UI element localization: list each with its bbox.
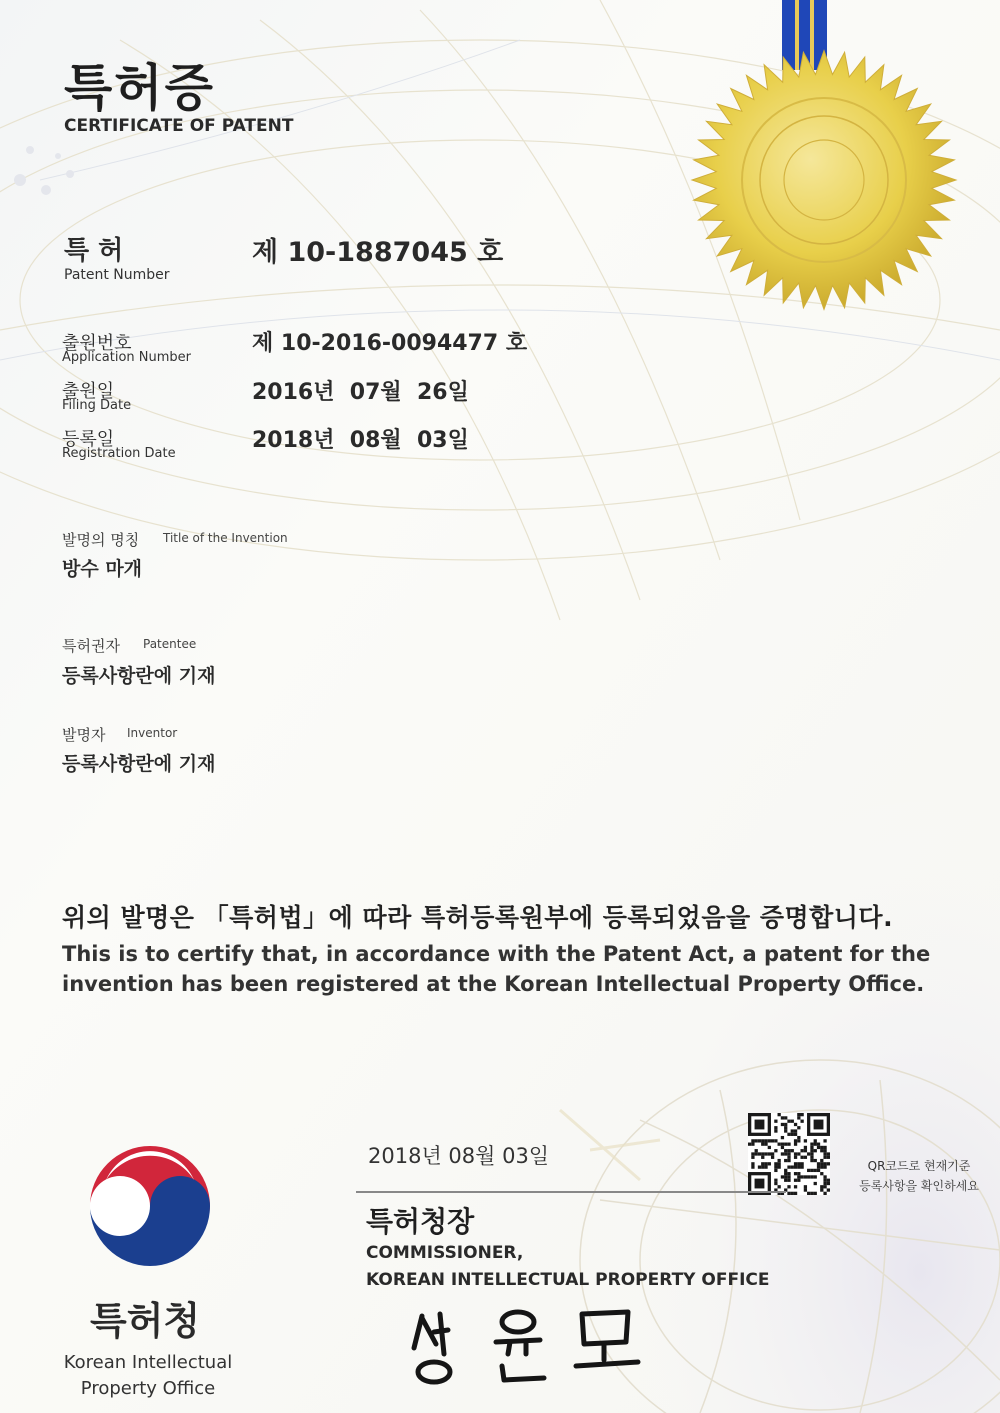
registration-date-value: 2018년 08월 03일	[252, 428, 469, 453]
commissioner-title-en-line1: COMMISSIONER,	[366, 1243, 524, 1263]
application-number-label-en: Application Number	[62, 350, 191, 365]
patent-number-label-ko: 특 허	[64, 236, 124, 266]
commissioner-divider	[356, 1191, 786, 1193]
registration-date-label-en: Registration Date	[62, 446, 176, 461]
patentee-value: 등록사항란에 기재	[62, 665, 216, 687]
certification-statement-ko: 위의 발명은 「특허법」에 따라 특허등록원부에 등록되었음을 증명합니다.	[62, 903, 894, 932]
office-name-ko: 특허청	[90, 1299, 201, 1343]
taegeuk-logo-icon	[84, 1140, 216, 1272]
qr-note-line1: QR코드로 현재기준	[867, 1159, 971, 1173]
commissioner-signature	[400, 1296, 670, 1396]
qr-code-icon	[748, 1113, 830, 1195]
filing-date-label-ko: 출원일	[62, 381, 115, 402]
invention-label-ko: 발명의 명칭	[62, 531, 140, 549]
patent-number-label-en: Patent Number	[64, 267, 170, 283]
certificate-title-ko: 특허증	[64, 59, 215, 117]
qr-note	[838, 1156, 1000, 1196]
qr-note-line2: 등록사항을 확인하세요	[859, 1179, 979, 1193]
inventor-label-en: Inventor	[127, 726, 178, 740]
gold-seal-icon	[686, 48, 966, 318]
application-number-label-ko: 출원번호	[62, 333, 132, 354]
inventor-label-ko: 발명자	[62, 726, 106, 744]
patentee-label-ko: 특허권자	[62, 637, 120, 655]
certification-statement-en: This is to certify that, in accordance with the Patent Act, a patent for the invention has been registered at the Korean Intellectual Property Office.	[62, 942, 931, 996]
commissioner-title-ko: 특허청장	[366, 1205, 475, 1238]
commissioner-title-en-line2: KOREAN INTELLECTUAL PROPERTY OFFICE	[366, 1270, 770, 1290]
filing-date-label-en: Filing Date	[62, 398, 132, 413]
application-number-value: 제 10-2016-0094477 호	[252, 331, 528, 356]
certificate-title-en: CERTIFICATE OF PATENT	[64, 116, 294, 136]
registration-date-label-ko: 등록일	[62, 429, 115, 450]
patentee-label-en: Patentee	[143, 637, 197, 651]
invention-label-en: Title of the Invention	[163, 531, 288, 545]
inventor-value: 등록사항란에 기재	[62, 753, 216, 775]
invention-title-value: 방수 마개	[62, 558, 143, 580]
office-name-en: Korean Intellectual Property Office	[63, 1352, 233, 1399]
filing-date-value: 2016년 07월 26일	[252, 380, 469, 405]
issue-date: 2018년 08월 03일	[368, 1144, 550, 1168]
patent-number-value: 제 10-1887045 호	[252, 237, 504, 268]
